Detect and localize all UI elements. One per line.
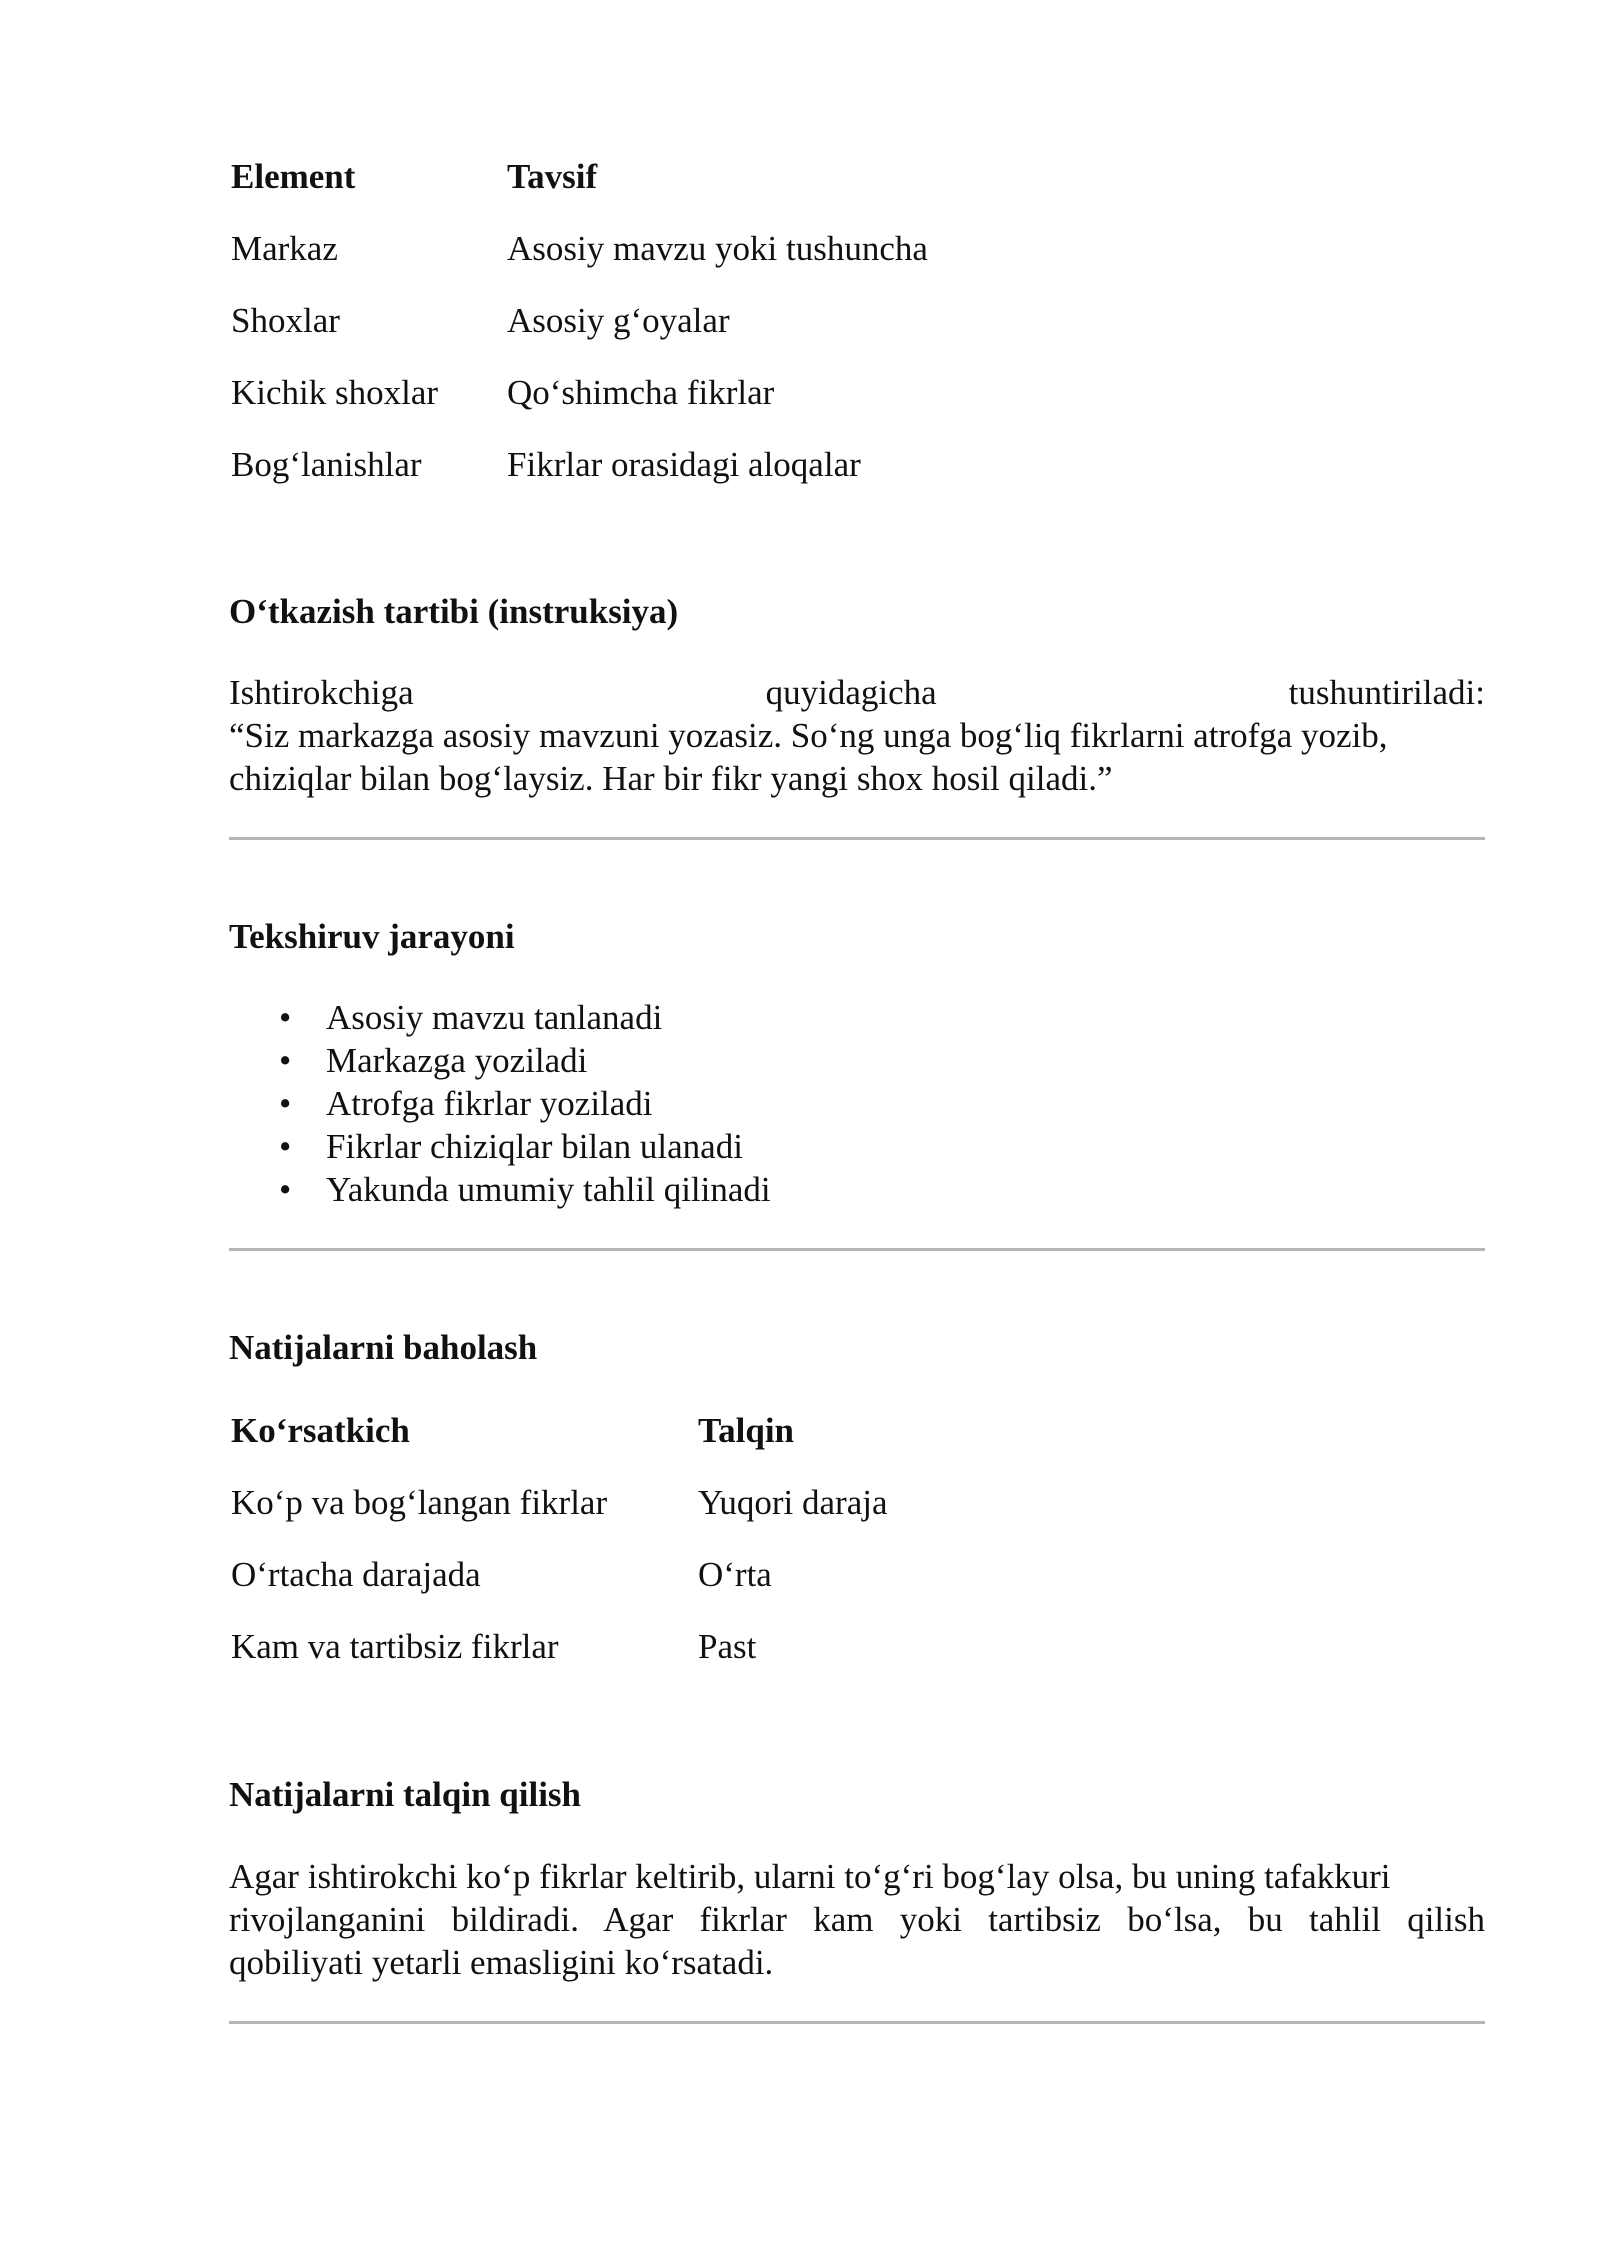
list-item: [229, 1082, 771, 1125]
table-cell: Kam va tartibsiz fikrlar: [231, 1627, 559, 1666]
process-heading: Tekshiruv jarayoni: [229, 917, 515, 956]
table-cell: Ko‘p va bog‘langan fikrlar: [231, 1483, 608, 1522]
table-cell: Qo‘shimcha fikrlar: [507, 373, 775, 412]
list-item: [229, 996, 771, 1039]
paragraph-word: Ishtirokchiga: [229, 673, 414, 712]
list-item: [229, 1168, 771, 1211]
process-bullet-list: [229, 996, 771, 1211]
paragraph-line: qobiliyati yetarli emasligini ko‘rsatadi.: [229, 1943, 774, 1982]
section-divider: [229, 2021, 1485, 2024]
list-item-text: Markazga yoziladi: [326, 1041, 588, 1080]
paragraph-line: [229, 671, 1485, 714]
bullet-icon: •: [279, 1041, 292, 1080]
table-cell: O‘rta: [698, 1555, 772, 1594]
paragraph-text: Agar ishtirokchi ko‘p fikrlar keltirib, ularni to‘g‘ri bog‘lay olsa, bu uning tafakkuri: [229, 1857, 1391, 1896]
table-cell: Asosiy mavzu yoki tushuncha: [507, 229, 928, 268]
table-cell: Fikrlar orasidagi aloqalar: [507, 445, 861, 484]
list-item-text: Asosiy mavzu tanlanadi: [326, 998, 663, 1037]
list-item-text: Atrofga fikrlar yoziladi: [326, 1084, 653, 1123]
interpretation-heading: Natijalarni talqin qilish: [229, 1775, 582, 1814]
bullet-icon: •: [279, 1170, 292, 1209]
list-item-text: Yakunda umumiy tahlil qilinadi: [326, 1170, 771, 1209]
table-cell: Shoxlar: [231, 301, 340, 340]
bullet-icon: •: [279, 1127, 292, 1166]
bullet-icon: •: [279, 998, 292, 1037]
bullet-icon: •: [279, 1084, 292, 1123]
evaluation-heading: Natijalarni baholash: [229, 1328, 538, 1367]
paragraph-line: chiziqlar bilan bog‘laysiz. Har bir fikr yangi shox hosil qiladi.”: [229, 759, 1113, 798]
interpretation-paragraph: [229, 1855, 1485, 1984]
table-cell: Kichik shoxlar: [231, 373, 439, 412]
table-cell: Bog‘lanishlar: [231, 445, 422, 484]
section-divider: [229, 1248, 1485, 1251]
table-cell: O‘rtacha darajada: [231, 1555, 481, 1594]
table-header-cell: Ko‘rsatkich: [231, 1411, 410, 1450]
table-cell: Markaz: [231, 229, 338, 268]
list-item-text: Fikrlar chiziqlar bilan ulanadi: [326, 1127, 743, 1166]
paragraph-line: [229, 1898, 1485, 1941]
list-item: [229, 1125, 771, 1168]
table-cell: Asosiy g‘oyalar: [507, 301, 730, 340]
paragraph-text: “Siz markazga asosiy mavzuni yozasiz. So‘ng unga bog‘liq fikrlarni atrofga yozib,: [229, 716, 1388, 755]
paragraph-word: quyidagicha: [765, 673, 937, 712]
instruction-paragraph: [229, 671, 1485, 800]
paragraph-word: tushuntiriladi:: [1288, 673, 1485, 712]
table-cell: Past: [698, 1627, 757, 1666]
list-item: [229, 1039, 771, 1082]
table-header-cell: Talqin: [698, 1411, 795, 1450]
paragraph-line: [229, 1855, 1485, 1898]
table-header-cell: Element: [231, 157, 356, 196]
section-divider: [229, 837, 1485, 840]
table-cell: Yuqori daraja: [698, 1483, 888, 1522]
paragraph-line: [229, 714, 1485, 757]
instruction-heading: O‘tkazish tartibi (instruksiya): [229, 592, 679, 631]
table-header-cell: Tavsif: [507, 157, 598, 196]
paragraph-text: rivojlanganini bildiradi. Agar fikrlar kam yoki tartibsiz bo‘lsa, bu tahlil qilish: [229, 1900, 1485, 1939]
